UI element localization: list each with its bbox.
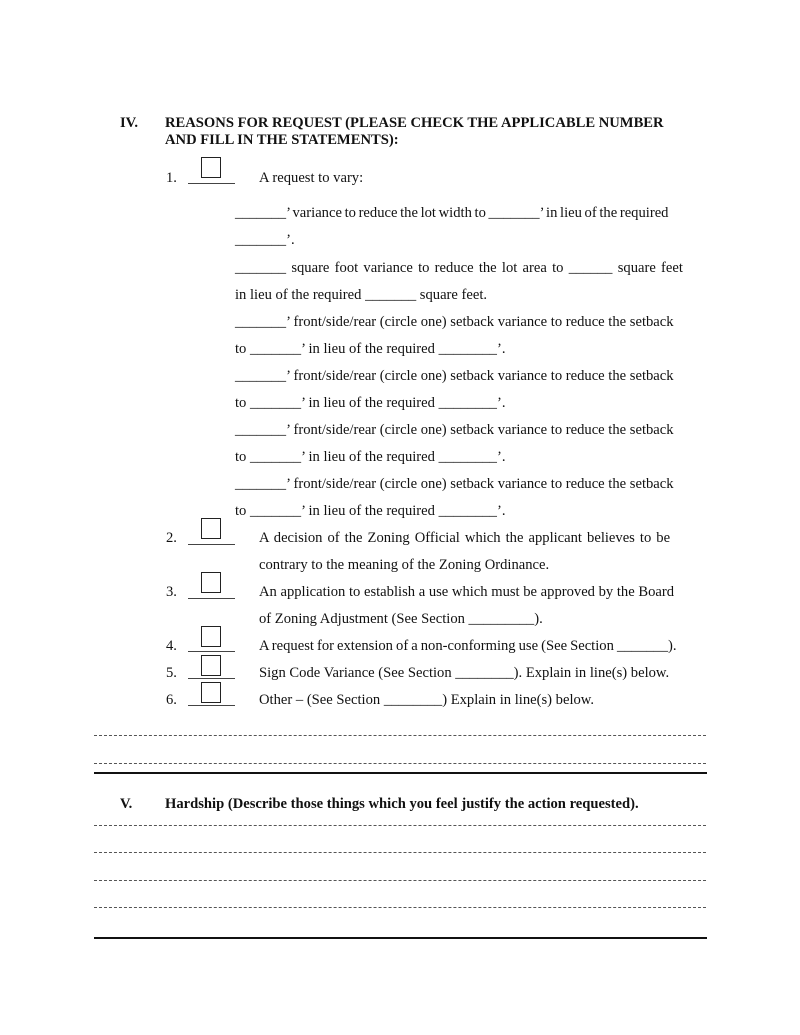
- item-4-number: 4.: [166, 638, 177, 654]
- item-6-text[interactable]: Other – (See Section ________) Explain in line(s) below.: [259, 692, 595, 708]
- item-5-underline: [188, 678, 235, 679]
- item-2-number: 2.: [166, 530, 177, 546]
- section-v-numeral: V.: [120, 796, 133, 812]
- item-3-number: 3.: [166, 584, 177, 600]
- explanation-line-2[interactable]: [94, 763, 706, 764]
- lot-width-line2[interactable]: _______’.: [235, 232, 295, 248]
- section-v-heading: Hardship (Describe those things which you feel justify the action requested).: [165, 796, 639, 812]
- item-1-underline: [188, 183, 235, 184]
- setback-4-line1[interactable]: _______’ front/side/rear (circle one) setback variance to reduce the setback: [235, 476, 674, 492]
- item-5-number: 5.: [166, 665, 177, 681]
- lot-area-line1[interactable]: _______ square foot variance to reduce the lot area to ______ square feet: [235, 260, 683, 276]
- item-1-number: 1.: [166, 170, 177, 186]
- setback-3-line2[interactable]: to _______’ in lieu of the required ________’.: [235, 449, 506, 465]
- hardship-line-4[interactable]: [94, 907, 706, 908]
- hardship-line-1[interactable]: [94, 825, 706, 826]
- item-6-underline: [188, 705, 235, 706]
- item-4-checkbox[interactable]: [201, 626, 221, 647]
- setback-3-line1[interactable]: _______’ front/side/rear (circle one) setback variance to reduce the setback: [235, 422, 674, 438]
- item-3-underline: [188, 598, 235, 599]
- setback-1-line2[interactable]: to _______’ in lieu of the required ________’.: [235, 341, 506, 357]
- item-2-checkbox[interactable]: [201, 518, 221, 539]
- item-5-checkbox[interactable]: [201, 655, 221, 676]
- section-iv-heading-line1: REASONS FOR REQUEST (PLEASE CHECK THE APPLICABLE NUMBER: [165, 115, 664, 131]
- item-6-checkbox[interactable]: [201, 682, 221, 703]
- item-2-underline: [188, 544, 235, 545]
- item-4-underline: [188, 651, 235, 652]
- item-4-text[interactable]: A request for extension of a non-conforming use (See Section _______).: [259, 638, 677, 654]
- hardship-line-3[interactable]: [94, 880, 706, 881]
- setback-2-line1[interactable]: _______’ front/side/rear (circle one) setback variance to reduce the setback: [235, 368, 674, 384]
- section-iv-heading-line2: AND FILL IN THE STATEMENTS):: [165, 132, 399, 148]
- lot-width-line1[interactable]: _______’ variance to reduce the lot width to _______’ in lieu of the required: [235, 205, 669, 221]
- item-6-number: 6.: [166, 692, 177, 708]
- item-2-line1: A decision of the Zoning Official which the applicant believes to be: [259, 530, 671, 546]
- item-1-checkbox[interactable]: [201, 157, 221, 178]
- setback-1-line1[interactable]: _______’ front/side/rear (circle one) setback variance to reduce the setback: [235, 314, 674, 330]
- lot-area-line2[interactable]: in lieu of the required _______ square feet.: [235, 287, 488, 303]
- item-2-line2: contrary to the meaning of the Zoning Ordinance.: [259, 557, 550, 573]
- section-iv-numeral: IV.: [120, 115, 138, 131]
- section-divider-rule: [94, 772, 707, 774]
- item-5-text[interactable]: Sign Code Variance (See Section ________). Explain in line(s) below.: [259, 665, 670, 681]
- bottom-rule: [94, 937, 707, 939]
- setback-2-line2[interactable]: to _______’ in lieu of the required ________’.: [235, 395, 506, 411]
- item-3-checkbox[interactable]: [201, 572, 221, 593]
- hardship-line-2[interactable]: [94, 852, 706, 853]
- item-1-text: A request to vary:: [259, 170, 364, 186]
- setback-4-line2[interactable]: to _______’ in lieu of the required ________’.: [235, 503, 506, 519]
- item-3-line1: An application to establish a use which must be approved by the Board: [259, 584, 675, 600]
- item-3-line2[interactable]: of Zoning Adjustment (See Section _________).: [259, 611, 543, 627]
- explanation-line-1[interactable]: [94, 735, 706, 736]
